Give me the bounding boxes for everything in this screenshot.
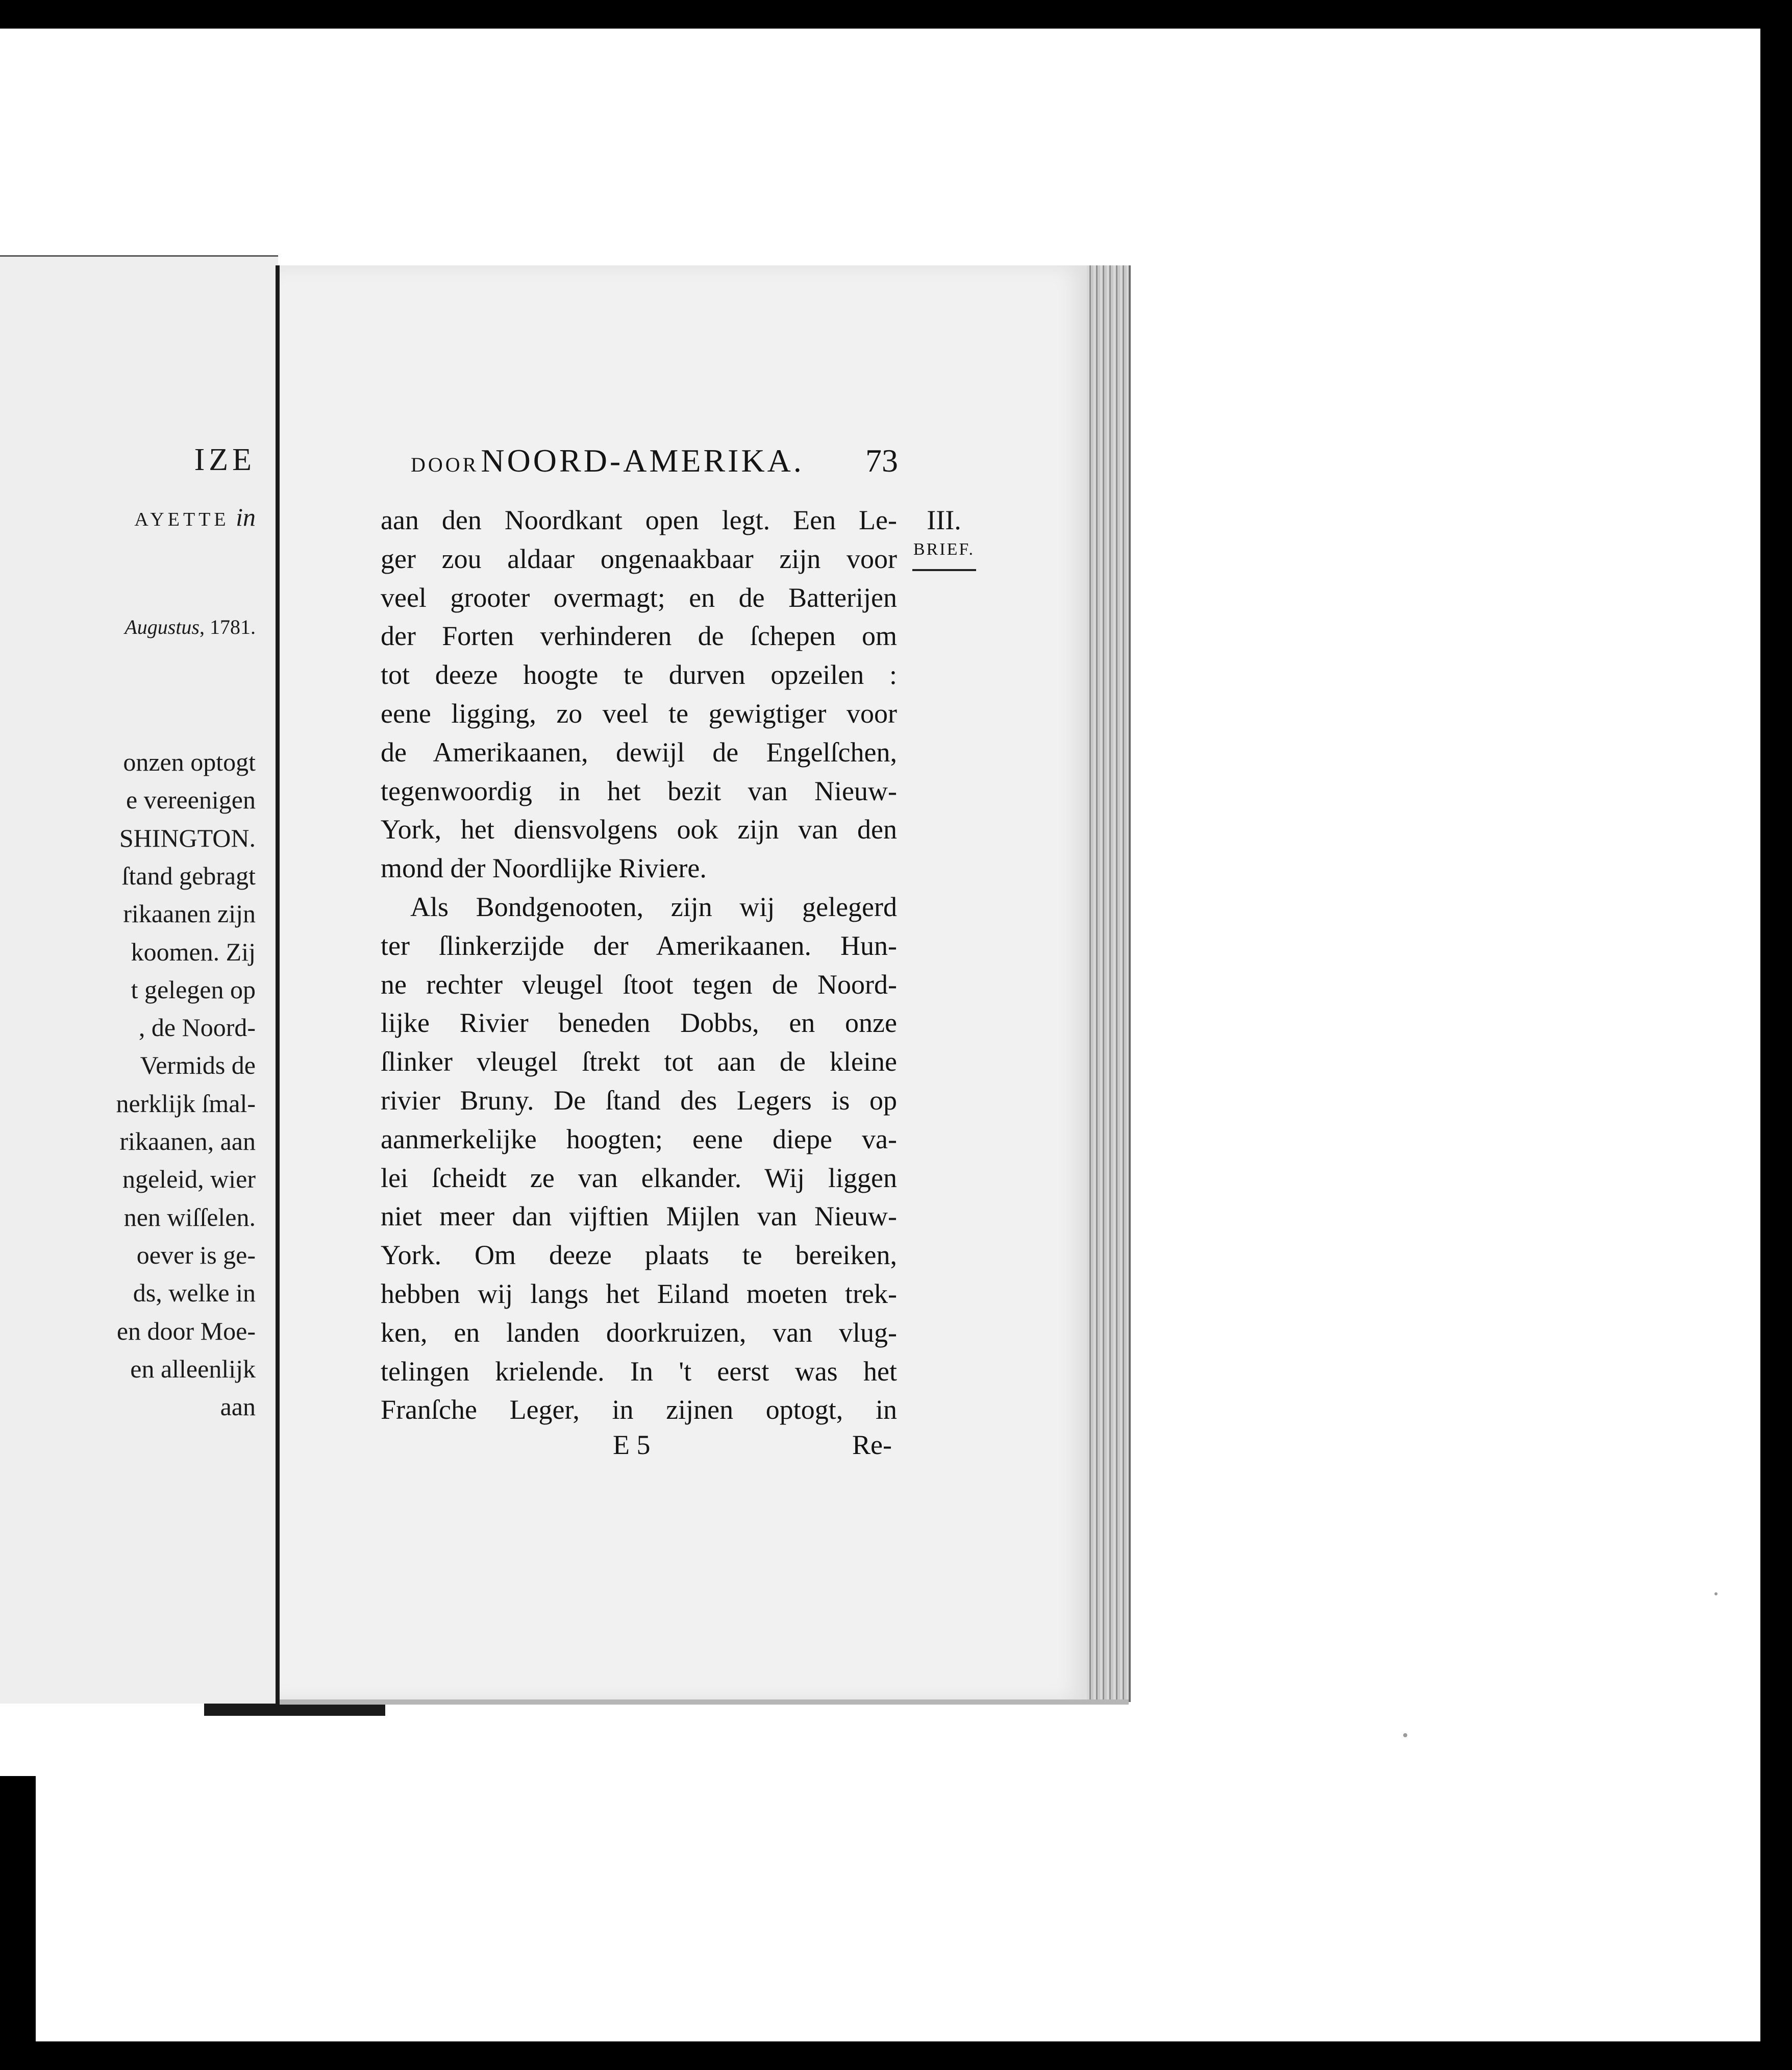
text-line: York, het diensvolgens ook zijn van den — [381, 814, 897, 845]
left-page-line: rikaanen zijn — [123, 899, 256, 928]
running-head-door: DOOR — [411, 453, 479, 476]
left-page-line: rikaanen, aan — [119, 1127, 256, 1155]
text-line: de Amerikaanen, dewijl de Engelſchen, — [381, 736, 897, 768]
text-line: Franſche Leger, in zijnen optogt, in — [381, 1394, 897, 1425]
left-page-line: en door Moe- — [116, 1316, 256, 1345]
left-page-line: oever is ge- — [136, 1240, 256, 1269]
scan-border-bottom — [0, 2041, 1792, 2070]
dust-speck — [1714, 1592, 1718, 1595]
running-head-title: NOORD-AMERIKA. — [481, 442, 804, 479]
left-page-line: ds, welke in — [133, 1278, 256, 1308]
left-page-subheader — [134, 502, 256, 535]
left-dateline-year: , 1781. — [200, 615, 256, 638]
text-line: ken, en landen doorkruizen, van vlug- — [381, 1317, 897, 1348]
text-line: tegenwoordig in het bezit van Nieuw- — [381, 775, 897, 806]
left-page-line: nen wiſſelen. — [123, 1202, 256, 1231]
left-dateline-month: Augustus — [125, 615, 200, 638]
text-line: lei ſcheidt ze van elkander. Wij liggen — [381, 1162, 897, 1193]
catchword: Re- — [852, 1430, 892, 1460]
left-page-header: IZE — [194, 442, 256, 477]
marginal-letter-number: III. — [927, 505, 961, 535]
page-number: 73 — [865, 442, 898, 479]
text-line: hebben wij langs het Eiland moeten trek- — [381, 1278, 897, 1309]
text-line: veel grooter overmagt; en de Batterijen — [381, 582, 897, 613]
left-page-line: aan — [220, 1392, 256, 1421]
page-edges-bottom — [280, 1699, 1129, 1705]
left-page-line: en alleenlijk — [130, 1354, 256, 1383]
left-page-line: onzen optogt — [123, 748, 256, 776]
book-gutter — [276, 265, 280, 1705]
marginal-note — [908, 501, 980, 571]
text-line: ter ſlinkerzijde der Amerikaanen. Hun- — [381, 930, 897, 961]
text-line: eene ligging, zo veel te gewigtiger voor — [381, 698, 897, 729]
marginal-rule — [912, 569, 976, 571]
scan-border-top — [0, 0, 1792, 29]
text-line: tot deeze hoogte te durven opzeilen : — [381, 659, 897, 691]
text-line: Als Bondgenooten, zijn wij gelegerd — [410, 891, 897, 922]
body-text — [381, 501, 897, 1430]
text-line: niet meer dan vijftien Mijlen van Nieuw- — [381, 1201, 897, 1232]
left-page-line: e vereenigen — [126, 785, 256, 815]
text-line: telingen krielende. In 't eerst was het — [381, 1356, 897, 1387]
text-line: ſlinker vleugel ſtrekt tot aan de kleine — [381, 1046, 897, 1077]
left-page-line: t gelegen op — [131, 975, 256, 1004]
marginal-letter-label: BRIEF. — [913, 540, 975, 559]
text-line: aan den Noordkant open legt. Een Le- — [381, 505, 897, 535]
running-head — [411, 442, 898, 483]
left-page — [0, 255, 278, 1704]
text-line: York. Om deeze plaats te bereiken, — [381, 1240, 897, 1271]
left-subheader-italic: in — [236, 503, 256, 531]
left-subheader-prefix: AYETTE — [134, 509, 230, 530]
text-line: ger zou aldaar ongenaakbaar zijn voor — [381, 543, 897, 574]
left-page-line: , de Noord- — [138, 1013, 256, 1042]
left-page-line: koomen. Zij — [131, 937, 256, 966]
left-page-line: SHINGTON. — [119, 823, 256, 852]
text-line: rivier Bruny. De ſtand des Legers is op — [381, 1085, 897, 1116]
scan-border-corner — [0, 1776, 36, 2070]
left-page-line: Vermids de — [140, 1051, 256, 1080]
page-footer — [381, 1429, 897, 1470]
scan-border-right — [1760, 0, 1792, 2070]
left-page-line: ngeleid, wier — [122, 1165, 256, 1194]
page-edges — [1087, 265, 1131, 1702]
left-page-line: ſtand gebragt — [121, 861, 256, 890]
text-line: ne rechter vleugel ſtoot tegen de Noord- — [381, 969, 897, 1000]
text-line: mond der Noordlijke Riviere. — [381, 853, 707, 884]
dust-speck — [1403, 1733, 1407, 1737]
left-page-dateline — [125, 612, 256, 643]
text-line: aanmerkelijke hoogten; eene diepe va- — [381, 1123, 897, 1154]
signature-mark: E 5 — [613, 1430, 651, 1460]
text-line: der Forten verhinderen de ſchepen om — [381, 621, 897, 652]
left-page-line: nerklijk ſmal- — [116, 1089, 256, 1118]
text-line: lijke Rivier beneden Dobbs, en onze — [381, 1007, 897, 1039]
book-binding-strip — [204, 1704, 385, 1716]
